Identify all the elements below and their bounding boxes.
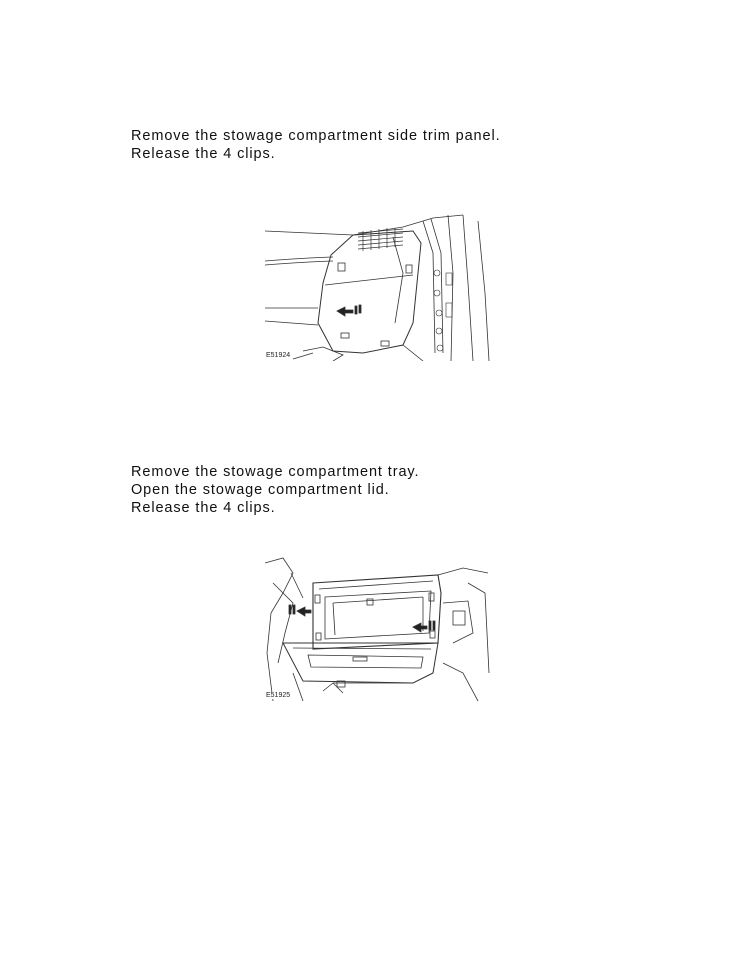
compartment-tray-illustration bbox=[263, 553, 491, 701]
instruction-line: Release the 4 clips. bbox=[131, 500, 276, 516]
figure-code: E51924 bbox=[266, 352, 291, 359]
step-2-instructions bbox=[131, 463, 419, 517]
side-trim-panel-illustration bbox=[263, 213, 491, 361]
step-1-instructions bbox=[131, 127, 501, 163]
instruction-line: Release the 4 clips. bbox=[131, 146, 276, 162]
instruction-line: Remove the stowage compartment side trim panel. bbox=[131, 128, 501, 144]
instruction-line: Open the stowage compartment lid. bbox=[131, 482, 390, 498]
figure-code: E51925 bbox=[266, 692, 291, 699]
instruction-line: Remove the stowage compartment tray. bbox=[131, 464, 420, 480]
